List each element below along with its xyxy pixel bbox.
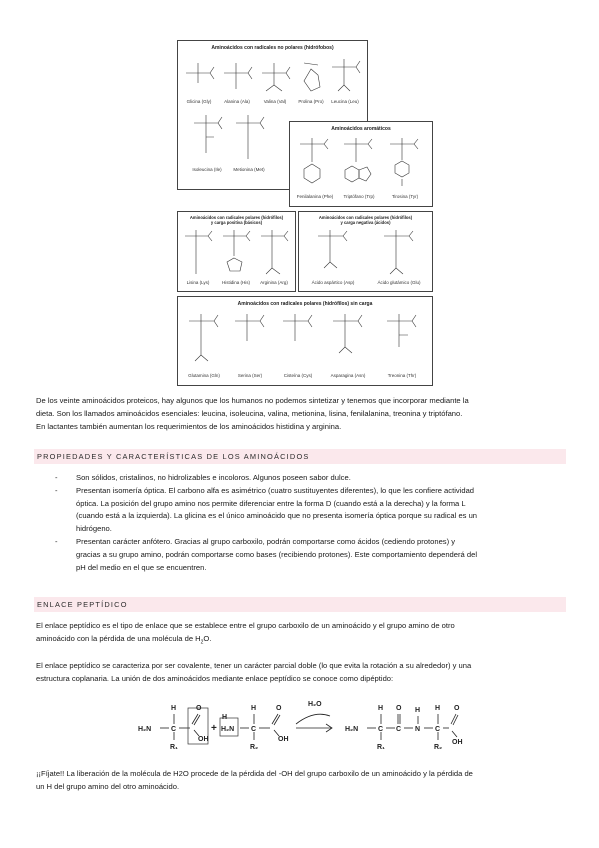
structure-phenylalanine: [296, 136, 334, 199]
text-run: aminoácido con la pérdida de una molécula de H: [36, 633, 201, 643]
atom-o: O: [276, 705, 282, 712]
group-r2: R₂: [434, 744, 443, 751]
amino-acid-name: Arginina (Arg): [260, 280, 288, 285]
structure-cysteine: [280, 311, 316, 378]
amino-acid-name: Serina (Ser): [237, 373, 263, 378]
atom-c: C: [171, 726, 177, 733]
amino-acid-name: Leucina (Leu): [331, 99, 359, 104]
amino-acid-name: Metionina (Met): [233, 167, 265, 172]
group-h2n: H₂N: [138, 726, 152, 733]
structure-glutamic-acid: [377, 228, 421, 285]
amino-acid-name: Isoleucina (Ile): [192, 167, 222, 172]
atom-o: O: [454, 705, 460, 712]
peptide-paragraph-1: [36, 620, 564, 649]
list-item: [50, 536, 564, 574]
structure-alanine: [220, 55, 254, 104]
structure-tryptophan: [340, 136, 378, 199]
atom-o: O: [196, 705, 202, 712]
peptide-paragraph-2: [36, 660, 564, 686]
atom-c: C: [251, 726, 257, 733]
structure-valine: [258, 55, 292, 104]
atom-n: N: [415, 726, 421, 733]
atom-h: H: [435, 705, 441, 712]
amino-acid-name: Ácido glutámico (Glu): [377, 280, 421, 285]
atom-c: C: [378, 726, 384, 733]
amino-acid-name: Prolina (Pro): [298, 99, 324, 104]
group-r2: R₂: [250, 744, 259, 751]
note-paragraph: [36, 768, 564, 794]
figure-positive-amino-acids: [177, 211, 296, 292]
amino-acid-name: Glutamina (Gln): [188, 373, 220, 378]
paragraph-line: estructura coplanaria. La unión de dos aminoácidos mediante enlace peptídico se conoce como dipéptido:: [36, 673, 394, 683]
structure-proline: [294, 55, 328, 104]
text-run: O.: [203, 633, 212, 643]
figure-uncharged-amino-acids: [177, 296, 433, 386]
structure-lysine: [182, 228, 214, 285]
list-item-line: hidrógeno.: [76, 524, 112, 534]
structure-isoleucine: [190, 113, 224, 172]
plus-sign: +: [211, 723, 217, 734]
paragraph-line: [36, 633, 564, 649]
intro-line-2: dieta. Son los llamados aminoácidos esenciales: leucina, isoleucina, valina, metionina, lisina, fenilalanina, treonina y triptófano.: [36, 408, 463, 418]
structure-arginine: [258, 228, 290, 285]
amino-acid-name: Triptófano (Trp): [343, 194, 375, 199]
amino-acid-name: Fenilalanina (Phe): [296, 194, 334, 199]
figure-title-line-2: y carga negativa (ácidos): [340, 220, 391, 225]
intro-line-3: En lactantes también aumentan los requerimientos de los aminoácidos histidina y arginina.: [36, 421, 342, 431]
paragraph-line: El enlace peptídico se caracteriza por ser covalente, tener un carácter parcial doble (lo que evita la rotación a su alrededor) y una: [36, 661, 472, 670]
water-label: H₂O: [308, 701, 322, 708]
figure-negative-amino-acids: [298, 211, 433, 292]
structure-glycine: [182, 55, 216, 104]
list-item-line: (cuando está a la izquierda). La glicina es el único aminoácido que no presenta isomería óptica porque su radical es un: [76, 511, 478, 521]
subscript-2: 2: [200, 639, 204, 646]
atom-c: C: [435, 726, 441, 733]
list-item-line: - Son sólidos, cristalinos, no hidrolizables e incoloros. Algunos poseen sabor dulce.: [76, 473, 351, 482]
list-item-line: gracias a su grupo amino, podrán comportarse como bases (recibiendo protones). Este comportamiento dependerá del: [76, 549, 478, 559]
group-r1: R₁: [377, 744, 385, 751]
structure-asparagine: [330, 311, 366, 378]
figure-title: Aminoácidos con radicales no polares (hidrófobos): [211, 45, 334, 51]
amino-acid-name: Tirosina (Tyr): [391, 194, 419, 199]
properties-list: [50, 472, 564, 574]
atom-c: C: [396, 726, 402, 733]
section-heading-text: ENLACE PEPTÍDICO: [37, 600, 128, 609]
structure-histidine: [220, 228, 252, 285]
intro-line-1: De los veinte aminoácidos proteicos, hay algunos que los humanos no podemos sintetizar y tenemos que incorporar mediante la: [36, 396, 469, 405]
list-item-line: pH del medio en el que se encuentren.: [76, 562, 207, 572]
atom-h: H: [378, 705, 384, 712]
group-oh: OH: [278, 736, 289, 743]
list-item-line: - Presentan carácter anfótero. Gracias al grupo carboxilo, podrán comportarse como ácidos (cediendo protones) y: [76, 536, 456, 546]
intro-paragraph: [36, 395, 564, 433]
paragraph-line: El enlace peptídico es el tipo de enlace que se establece entre el grupo carboxilo de un aminoácido y el grupo amino de otro: [36, 621, 455, 630]
amino-acid-name: Asparagina (Asn): [330, 373, 366, 378]
structure-tyrosine: [386, 136, 424, 199]
structure-methionine: [232, 113, 266, 172]
atom-h: H: [222, 714, 228, 721]
list-item: [50, 472, 564, 485]
figure-title: Aminoácidos con radicales polares (hidrófilos) sin carga: [237, 301, 373, 307]
list-item-line: - Presentan isomería óptica. El carbono alfa es asimétrico (cuatro sustituyentes diferentes), lo que les confiere actividad: [76, 485, 475, 495]
list-item-line: óptica. La posición del grupo amino nos permite diferenciar entre la forma D (cuando está a la derecha) y la forma L: [76, 498, 466, 508]
dipeptide-reaction-diagram: [136, 694, 466, 756]
figure-title-line-2: y carga positiva (básicos): [210, 220, 263, 225]
atom-h: H: [251, 705, 257, 712]
amino-acid-name: Lisina (Lys): [186, 280, 210, 285]
group-r1: R₁: [170, 744, 178, 751]
atom-h: H: [171, 705, 177, 712]
structure-leucine: [328, 55, 362, 104]
amino-acid-name: Ácido aspártico (Asp): [311, 280, 355, 285]
amino-acid-name: Histidina (His): [221, 280, 250, 285]
amino-acid-name: Glicina (Gly): [186, 99, 212, 104]
structure-threonine: [384, 311, 420, 378]
note-line-2: un H del grupo amino del otro aminoácido.: [36, 781, 180, 791]
figure-title: Aminoácidos aromáticos: [331, 126, 391, 132]
list-item: [50, 485, 564, 536]
figure-aromatic-amino-acids: [289, 121, 433, 207]
figure-title-line-1: Aminoácidos con radicales polares (hidrófilos): [189, 215, 284, 220]
atom-h: H: [415, 707, 421, 714]
group-h2n: H₂N: [345, 726, 359, 733]
amino-acid-name: Cisteína (Cys): [283, 373, 313, 378]
structure-glutamine: [186, 311, 222, 378]
amino-acid-name: Valina (Val): [263, 99, 287, 104]
structure-serine: [232, 311, 268, 378]
group-oh: OH: [452, 739, 463, 746]
section-heading-peptide-bond: [34, 597, 566, 612]
structure-aspartic-acid: [311, 228, 355, 285]
group-h2n: H₂N: [221, 726, 235, 733]
note-line-1: ¡¡Fíjate!! La liberación de la molécula de H2O procede de la pérdida del -OH del grupo carboxilo de un aminoácido y la pérdida de: [36, 769, 473, 778]
section-heading-properties: [34, 449, 566, 464]
section-heading-text: PROPIEDADES Y CARACTERÍSTICAS DE LOS AMINOÁCIDOS: [37, 452, 310, 461]
atom-o: O: [396, 705, 402, 712]
figure-title-line-1: Aminoácidos con radicales polares (hidrófilos): [318, 215, 413, 220]
group-oh: OH: [198, 736, 209, 743]
amino-acid-name: Alanina (Ala): [224, 99, 250, 104]
amino-acid-name: Treonina (Thr): [387, 373, 417, 378]
